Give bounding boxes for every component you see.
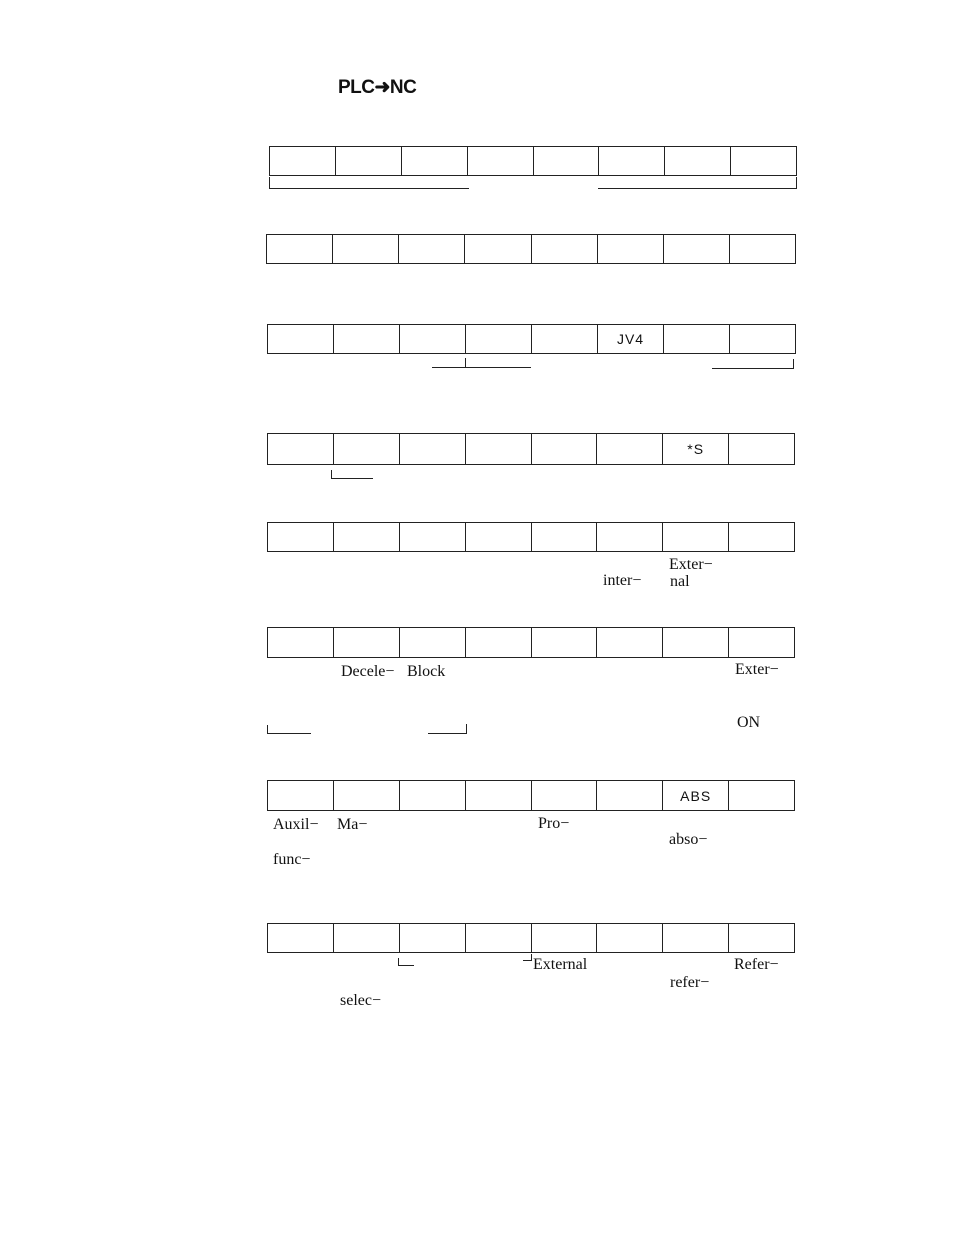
bit-cell xyxy=(334,434,400,464)
bracket-line xyxy=(793,359,794,368)
bit-cell xyxy=(268,628,334,657)
bit-cell xyxy=(468,147,534,175)
bit-cell xyxy=(729,781,794,810)
bit-cell xyxy=(731,147,796,175)
bit-cell xyxy=(729,523,794,551)
bit-cell xyxy=(267,235,333,263)
bit-cell xyxy=(400,628,466,657)
bit-cell xyxy=(400,325,466,353)
bit-cell-abs: ABS xyxy=(663,781,729,810)
bit-cell xyxy=(336,147,402,175)
bit-cell xyxy=(532,781,598,810)
bit-cell xyxy=(532,434,598,464)
bit-cell xyxy=(665,147,731,175)
bracket-line xyxy=(428,733,467,734)
label-pro: Pro− xyxy=(538,815,570,832)
bit-cell xyxy=(334,523,400,551)
bit-cell xyxy=(400,924,466,952)
bit-cell xyxy=(730,235,795,263)
bit-cell xyxy=(532,628,598,657)
bit-cell xyxy=(664,325,730,353)
signal-table-row-7 xyxy=(267,780,795,811)
bit-cell xyxy=(663,523,729,551)
bracket-line xyxy=(432,367,531,368)
bracket-line xyxy=(398,958,399,966)
bit-cell xyxy=(598,235,664,263)
signal-table-row-4 xyxy=(267,433,795,465)
bit-cell xyxy=(532,235,598,263)
signal-table-row-8 xyxy=(267,923,795,953)
label-ma: Ma− xyxy=(337,816,368,833)
bit-cell xyxy=(268,924,334,952)
bit-cell xyxy=(597,434,663,464)
bit-cell xyxy=(400,434,466,464)
bit-cell xyxy=(268,781,334,810)
bit-cell xyxy=(599,147,665,175)
bit-cell xyxy=(334,325,400,353)
label-selec: selec− xyxy=(340,992,381,1009)
label-block: Block xyxy=(407,663,446,680)
label-inter: inter− xyxy=(603,572,642,589)
bit-cell xyxy=(334,628,400,657)
bit-cell xyxy=(270,147,336,175)
bit-cell xyxy=(400,523,466,551)
bracket-line xyxy=(269,177,270,189)
bit-cell xyxy=(399,235,465,263)
bracket-line xyxy=(712,368,794,369)
bit-cell xyxy=(532,924,598,952)
bracket-line xyxy=(398,965,414,966)
bit-cell xyxy=(333,235,399,263)
bracket-line xyxy=(331,470,332,479)
bit-cell xyxy=(597,523,663,551)
bit-cell xyxy=(402,147,468,175)
label-exter: Exter− xyxy=(669,556,713,573)
signal-table-row-6 xyxy=(267,627,795,658)
signal-table-row-1 xyxy=(269,146,797,176)
label-refer-lower: refer− xyxy=(670,974,710,991)
bit-cell xyxy=(597,628,663,657)
bit-cell xyxy=(532,523,598,551)
bit-cell xyxy=(729,434,794,464)
bit-cell xyxy=(663,628,729,657)
bit-cell xyxy=(534,147,600,175)
bracket-line xyxy=(331,478,373,479)
bracket-line xyxy=(466,724,467,734)
bit-cell xyxy=(532,325,598,353)
bracket-line xyxy=(267,725,268,734)
bit-cell xyxy=(268,434,334,464)
bit-cell-star-s: *S xyxy=(663,434,729,464)
bit-cell xyxy=(597,924,663,952)
label-func: func− xyxy=(273,851,311,868)
bit-cell xyxy=(334,924,400,952)
label-nal: nal xyxy=(670,573,690,590)
label-on: ON xyxy=(737,714,761,731)
label-auxil: Auxil− xyxy=(273,816,319,833)
bit-cell xyxy=(466,781,532,810)
bit-cell xyxy=(268,523,334,551)
bit-cell-jv4: JV4 xyxy=(598,325,664,353)
bit-cell xyxy=(664,235,730,263)
label-external: External xyxy=(533,956,588,973)
bracket-line xyxy=(531,954,532,961)
label-refer-upper: Refer− xyxy=(734,956,779,973)
bit-cell xyxy=(597,781,663,810)
bit-cell xyxy=(466,628,532,657)
bit-cell xyxy=(466,924,532,952)
bit-cell xyxy=(466,434,532,464)
bracket-line xyxy=(598,188,797,189)
bit-cell xyxy=(663,924,729,952)
label-abso: abso− xyxy=(669,831,708,848)
bit-cell xyxy=(729,628,794,657)
bit-cell xyxy=(466,325,532,353)
bit-cell xyxy=(730,325,795,353)
bracket-line xyxy=(267,733,311,734)
bit-cell xyxy=(334,781,400,810)
bracket-line xyxy=(796,177,797,189)
bracket-line xyxy=(465,358,466,367)
bit-cell xyxy=(400,781,466,810)
bit-cell xyxy=(729,924,794,952)
label-exter: Exter− xyxy=(735,661,779,678)
bit-cell xyxy=(466,523,532,551)
label-decele: Decele− xyxy=(341,663,395,680)
signal-table-row-5 xyxy=(267,522,795,552)
bit-cell xyxy=(268,325,334,353)
signal-table-row-2 xyxy=(266,234,796,264)
bit-cell xyxy=(465,235,531,263)
bracket-line xyxy=(269,188,469,189)
page-title: PLC➜NC xyxy=(338,77,417,98)
signal-table-row-3 xyxy=(267,324,796,354)
